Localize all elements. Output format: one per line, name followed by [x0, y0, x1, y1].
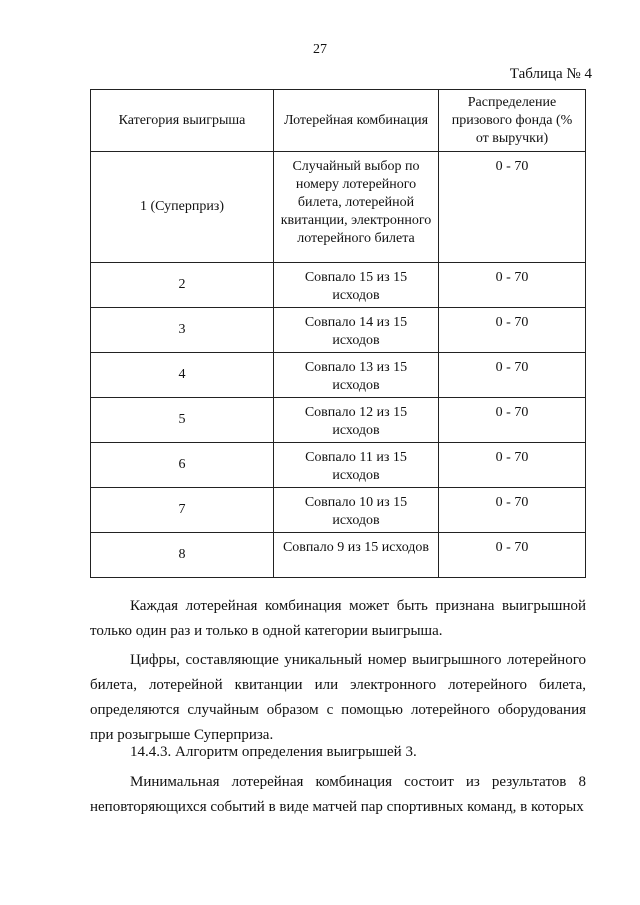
cell-category: 8	[91, 533, 274, 578]
table-row	[91, 353, 586, 398]
cell-prize-share: 0 - 70	[439, 443, 586, 488]
prize-distribution-table	[90, 89, 586, 578]
cell-combination: Совпало 14 из 15 исходов	[274, 308, 439, 353]
table-row	[91, 398, 586, 443]
cell-prize-share: 0 - 70	[439, 533, 586, 578]
section-heading	[90, 740, 586, 765]
cell-category: 2	[91, 263, 274, 308]
paragraph-text: Каждая лотерейная комбинация может быть признана выигрышной только один раз и только в одной категории выигрыша.	[90, 598, 586, 639]
cell-prize-share: 0 - 70	[439, 263, 586, 308]
body-paragraph	[90, 594, 586, 644]
body-paragraph	[90, 770, 586, 820]
header-prize-share: Распределение призового фонда (% от выручки)	[439, 90, 586, 152]
paragraph-text: 14.4.3. Алгоритм определения выигрышей 3.	[130, 744, 417, 760]
cell-prize-share: 0 - 70	[439, 398, 586, 443]
table-header-row	[91, 90, 586, 152]
cell-category: 6	[91, 443, 274, 488]
cell-combination: Совпало 12 из 15 исходов	[274, 398, 439, 443]
cell-prize-share: 0 - 70	[439, 152, 586, 263]
table-row	[91, 443, 586, 488]
table-row	[91, 488, 586, 533]
paragraph-text: Минимальная лотерейная комбинация состоит из результатов 8 неповторяющихся событий в виде матчей пар спортивных команд, в которых	[90, 774, 586, 815]
body-paragraph	[90, 648, 586, 748]
cell-category: 4	[91, 353, 274, 398]
paragraph-text: Цифры, составляющие уникальный номер выигрышного лотерейного билета, лотерейной квитанции или электронного лотерейного билета, определяются случайным образом с помощью лотерейного оборудования при розыгрыше Суперприза.	[90, 652, 586, 743]
cell-combination: Совпало 9 из 15 исходов	[274, 533, 439, 578]
header-category: Категория выигрыша	[91, 90, 274, 152]
cell-combination: Совпало 11 из 15 исходов	[274, 443, 439, 488]
cell-category: 7	[91, 488, 274, 533]
cell-combination: Случайный выбор по номеру лотерейного билета, лотерейной квитанции, электронного лотерейного билета	[274, 152, 439, 263]
table-row	[91, 152, 586, 263]
page-number: 27	[313, 42, 327, 57]
table-label: Таблица № 4	[509, 66, 592, 82]
cell-category: 1 (Суперприз)	[91, 152, 274, 263]
cell-combination: Совпало 10 из 15 исходов	[274, 488, 439, 533]
cell-combination: Совпало 15 из 15 исходов	[274, 263, 439, 308]
cell-prize-share: 0 - 70	[439, 488, 586, 533]
table-row	[91, 263, 586, 308]
cell-category: 5	[91, 398, 274, 443]
cell-prize-share: 0 - 70	[439, 353, 586, 398]
table-row	[91, 533, 586, 578]
table-row	[91, 308, 586, 353]
cell-prize-share: 0 - 70	[439, 308, 586, 353]
cell-category: 3	[91, 308, 274, 353]
cell-combination: Совпало 13 из 15 исходов	[274, 353, 439, 398]
header-combination: Лотерейная комбинация	[274, 90, 439, 152]
